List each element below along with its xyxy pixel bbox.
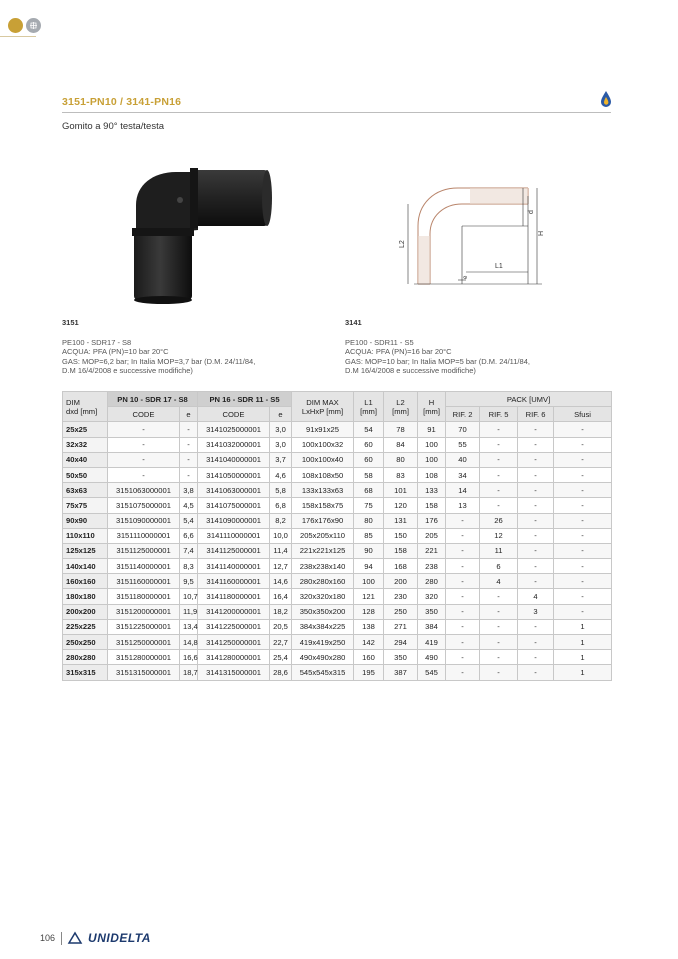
table-cell: 3151125000001 <box>108 543 180 558</box>
table-cell: 4,5 <box>180 498 198 513</box>
table-cell: 225x225 <box>63 619 108 634</box>
table-cell: - <box>518 452 554 467</box>
label-l1: L1 <box>495 263 503 270</box>
table-cell: 11 <box>480 543 518 558</box>
table-cell: 3141032000001 <box>198 437 270 452</box>
table-cell: 160 <box>354 650 384 665</box>
table-cell: - <box>518 559 554 574</box>
table-cell: - <box>518 650 554 665</box>
table-cell: 3141090000001 <box>198 513 270 528</box>
table-cell: 10,7 <box>180 589 198 604</box>
table-cell: - <box>446 513 480 528</box>
table-cell: 160x160 <box>63 574 108 589</box>
table-cell: 8,3 <box>180 559 198 574</box>
table-cell: 200 <box>384 574 418 589</box>
header-pn10: PN 10 - SDR 17 - S8 <box>108 392 198 407</box>
table-cell: 54 <box>354 422 384 437</box>
table-cell: 58 <box>354 467 384 482</box>
table-cell: 60 <box>354 452 384 467</box>
spec-line: PE100 - SDR11 - S5 <box>345 338 414 347</box>
product-code-3141: 3141 <box>345 318 362 327</box>
table-cell: - <box>180 452 198 467</box>
table-cell: 250 <box>384 604 418 619</box>
table-cell: 238x238x140 <box>292 559 354 574</box>
table-cell: 55 <box>446 437 480 452</box>
table-cell: - <box>480 665 518 680</box>
header-e-pn10: e <box>180 407 198 422</box>
table-cell: - <box>554 513 612 528</box>
table-cell: 3151110000001 <box>108 528 180 543</box>
header-dim-max-unit: LxHxP [mm] <box>301 406 344 416</box>
table-cell: - <box>446 619 480 634</box>
header-l2 <box>384 392 418 422</box>
header-dxd-label: dxd [mm] <box>66 406 98 416</box>
spec-line: GAS: MOP=6,2 bar; In Italia MOP=3,7 bar (D.M. 24/11/84, <box>62 356 256 366</box>
table-cell: - <box>518 619 554 634</box>
table-cell: 83 <box>384 467 418 482</box>
table-cell: 3,7 <box>270 452 292 467</box>
table-cell: 6,8 <box>270 498 292 513</box>
table-cell: - <box>554 559 612 574</box>
table-cell: - <box>554 452 612 467</box>
spec-line: D.M 16/4/2008 e successive modifiche) <box>62 366 193 376</box>
table-cell: 315x315 <box>63 665 108 680</box>
table-cell: 91x91x25 <box>292 422 354 437</box>
header-e-pn16: e <box>270 407 292 422</box>
grid-circle-icon <box>26 18 41 33</box>
table-cell: - <box>554 543 612 558</box>
table-cell: 80 <box>384 452 418 467</box>
table-cell: 3141200000001 <box>198 604 270 619</box>
product-code-3151: 3151 <box>62 318 79 327</box>
table-cell: - <box>108 467 180 482</box>
header-l1-unit: [mm] <box>360 406 377 416</box>
table-cell: 25x25 <box>63 422 108 437</box>
table-cell: 280x280x160 <box>292 574 354 589</box>
table-cell: 350 <box>418 604 446 619</box>
header-dim-max-label: DIM MAX <box>306 397 339 407</box>
table-cell: - <box>518 422 554 437</box>
table-row <box>63 452 612 467</box>
table-cell: 280x280 <box>63 650 108 665</box>
table-cell: - <box>480 422 518 437</box>
table-cell: - <box>446 604 480 619</box>
table-cell: 131 <box>384 513 418 528</box>
brand-logo: UNIDELTA <box>88 931 151 945</box>
table-cell: 100 <box>418 452 446 467</box>
table-cell: - <box>480 650 518 665</box>
header-rif5: RIF. 5 <box>480 407 518 422</box>
table-cell: 18,2 <box>270 604 292 619</box>
top-rule <box>0 36 36 37</box>
table-row <box>63 650 612 665</box>
label-l2: L2 <box>399 240 406 248</box>
table-cell: 1 <box>554 665 612 680</box>
table-cell: - <box>518 665 554 680</box>
table-cell: - <box>108 437 180 452</box>
table-cell: - <box>480 498 518 513</box>
table-row <box>63 483 612 498</box>
table-cell: - <box>554 574 612 589</box>
table-cell: - <box>446 650 480 665</box>
table-cell: 90x90 <box>63 513 108 528</box>
table-cell: - <box>108 452 180 467</box>
table-cell: 1 <box>554 635 612 650</box>
header-sfusi: Sfusi <box>554 407 612 422</box>
product-table <box>62 391 612 681</box>
table-cell: 5,8 <box>270 483 292 498</box>
table-cell: - <box>480 483 518 498</box>
table-cell: 3141180000001 <box>198 589 270 604</box>
table-cell: 9,5 <box>180 574 198 589</box>
table-cell: 110x110 <box>63 528 108 543</box>
table-cell: 3141280000001 <box>198 650 270 665</box>
table-cell: 3151200000001 <box>108 604 180 619</box>
table-cell: - <box>446 559 480 574</box>
table-cell: 490x490x280 <box>292 650 354 665</box>
table-cell: 250x250 <box>63 635 108 650</box>
table-cell: 121 <box>354 589 384 604</box>
elbow-technical-drawing <box>400 176 560 296</box>
table-cell: 490 <box>418 650 446 665</box>
table-cell: - <box>518 528 554 543</box>
table-row <box>63 604 612 619</box>
table-cell: 50x50 <box>63 467 108 482</box>
table-cell: 3141225000001 <box>198 619 270 634</box>
header-h-label: H <box>428 397 435 407</box>
table-cell: - <box>480 635 518 650</box>
table-cell: 545 <box>418 665 446 680</box>
table-cell: 3151090000001 <box>108 513 180 528</box>
table-cell: 3151315000001 <box>108 665 180 680</box>
table-row <box>63 574 612 589</box>
table-cell: 158 <box>418 498 446 513</box>
header-h-unit: [mm] <box>423 406 440 416</box>
table-cell: 350 <box>384 650 418 665</box>
table-cell: 3141140000001 <box>198 559 270 574</box>
table-cell: 3141040000001 <box>198 452 270 467</box>
table-cell: 70 <box>446 422 480 437</box>
table-cell: 12 <box>480 528 518 543</box>
page-number: 106 <box>40 933 56 943</box>
elbow-photo <box>128 160 273 310</box>
table-cell: 108x108x50 <box>292 467 354 482</box>
table-cell: 12,7 <box>270 559 292 574</box>
table-cell: 26 <box>480 513 518 528</box>
spec-line: ACQUA: PFA (PN)=10 bar 20°C <box>62 347 169 357</box>
table-cell: - <box>180 422 198 437</box>
header-pn16: PN 16 - SDR 11 - S5 <box>198 392 292 407</box>
table-cell: 40x40 <box>63 452 108 467</box>
table-cell: 1 <box>554 650 612 665</box>
table-cell: 8,2 <box>270 513 292 528</box>
table-cell: 320x320x180 <box>292 589 354 604</box>
table-cell: - <box>446 543 480 558</box>
header-code-pn10: CODE <box>108 407 180 422</box>
table-cell: 60 <box>354 437 384 452</box>
table-cell: 4 <box>480 574 518 589</box>
table-row <box>63 422 612 437</box>
table-cell: 63x63 <box>63 483 108 498</box>
table-cell: - <box>554 422 612 437</box>
table-cell: 238 <box>418 559 446 574</box>
table-cell: - <box>180 437 198 452</box>
table-cell: - <box>446 635 480 650</box>
table-cell: 3151180000001 <box>108 589 180 604</box>
table-cell: - <box>554 483 612 498</box>
table-cell: 294 <box>384 635 418 650</box>
table-cell: 75 <box>354 498 384 513</box>
table-cell: 6 <box>480 559 518 574</box>
table-cell: 16,6 <box>180 650 198 665</box>
header-l1-label: L1 <box>364 397 373 407</box>
table-cell: 3,0 <box>270 422 292 437</box>
table-cell: 128 <box>354 604 384 619</box>
table-cell: - <box>480 604 518 619</box>
table-cell: 384x384x225 <box>292 619 354 634</box>
table-cell: 280 <box>418 574 446 589</box>
table-cell: 6,6 <box>180 528 198 543</box>
table-cell: 7,4 <box>180 543 198 558</box>
label-e: e <box>463 275 469 279</box>
table-cell: 14,6 <box>270 574 292 589</box>
header-dim-label: DIM <box>66 397 80 407</box>
table-cell: - <box>554 498 612 513</box>
table-cell: - <box>480 589 518 604</box>
table-cell: 84 <box>384 437 418 452</box>
header-rif2: RIF. 2 <box>446 407 480 422</box>
table-cell: 419x419x250 <box>292 635 354 650</box>
table-cell: 4,6 <box>270 467 292 482</box>
table-cell: - <box>446 574 480 589</box>
spec-line: ACQUA: PFA (PN)=16 bar 20°C <box>345 347 452 357</box>
table-cell: 13 <box>446 498 480 513</box>
header-rule <box>62 112 611 113</box>
table-cell: 3 <box>518 604 554 619</box>
table-cell: 230 <box>384 589 418 604</box>
table-cell: - <box>446 589 480 604</box>
table-cell: 34 <box>446 467 480 482</box>
table-cell: 100x100x32 <box>292 437 354 452</box>
table-cell: 101 <box>384 483 418 498</box>
table-cell: 205x205x110 <box>292 528 354 543</box>
table-cell: 120 <box>384 498 418 513</box>
table-cell: - <box>446 528 480 543</box>
table-cell: 200x200 <box>63 604 108 619</box>
header-l2-label: L2 <box>396 397 405 407</box>
table-row <box>63 437 612 452</box>
table-cell: - <box>480 467 518 482</box>
table-cell: - <box>108 422 180 437</box>
product-specs-3151 <box>62 338 302 376</box>
table-cell: 90 <box>354 543 384 558</box>
table-row <box>63 513 612 528</box>
table-row <box>63 543 612 558</box>
table-cell: 5,4 <box>180 513 198 528</box>
table-cell: - <box>554 437 612 452</box>
table-cell: - <box>518 635 554 650</box>
table-cell: 3141110000001 <box>198 528 270 543</box>
table-cell: 205 <box>418 528 446 543</box>
table-cell: - <box>518 437 554 452</box>
table-cell: 40 <box>446 452 480 467</box>
header-pack: PACK [UMV] <box>446 392 612 407</box>
table-cell: 3151140000001 <box>108 559 180 574</box>
table-cell: 3,0 <box>270 437 292 452</box>
table-row <box>63 467 612 482</box>
table-cell: 221x221x125 <box>292 543 354 558</box>
table-cell: 11,4 <box>270 543 292 558</box>
table-row <box>63 498 612 513</box>
table-cell: 16,4 <box>270 589 292 604</box>
table-cell: 32x32 <box>63 437 108 452</box>
table-cell: - <box>554 528 612 543</box>
table-cell: 25,4 <box>270 650 292 665</box>
label-d: d <box>528 210 535 214</box>
table-cell: 158x158x75 <box>292 498 354 513</box>
table-cell: - <box>180 467 198 482</box>
table-cell: 133x133x63 <box>292 483 354 498</box>
product-subtitle: Gomito a 90° testa/testa <box>62 121 165 132</box>
unidelta-logo-icon <box>68 931 82 945</box>
table-cell: 3151280000001 <box>108 650 180 665</box>
label-h: H <box>538 230 545 236</box>
table-cell: 14,8 <box>180 635 198 650</box>
table-cell: 3141025000001 <box>198 422 270 437</box>
table-cell: 3151063000001 <box>108 483 180 498</box>
table-cell: 3141315000001 <box>198 665 270 680</box>
table-cell: 22,7 <box>270 635 292 650</box>
table-cell: - <box>480 437 518 452</box>
table-body <box>63 422 612 680</box>
table-cell: 1 <box>554 619 612 634</box>
table-cell: 10,0 <box>270 528 292 543</box>
table-cell: 75x75 <box>63 498 108 513</box>
table-cell: 3151225000001 <box>108 619 180 634</box>
table-cell: 94 <box>354 559 384 574</box>
table-cell: 3,8 <box>180 483 198 498</box>
table-cell: 3141125000001 <box>198 543 270 558</box>
table-cell: 18,7 <box>180 665 198 680</box>
table-row <box>63 665 612 680</box>
table-cell: 350x350x200 <box>292 604 354 619</box>
table-cell: - <box>518 483 554 498</box>
section-title: 3151-PN10 / 3141-PN16 <box>62 96 182 108</box>
table-cell: 195 <box>354 665 384 680</box>
table-cell: 387 <box>384 665 418 680</box>
table-cell: 176 <box>418 513 446 528</box>
table-row <box>63 619 612 634</box>
table-cell: 140x140 <box>63 559 108 574</box>
table-cell: - <box>480 452 518 467</box>
table-cell: - <box>480 619 518 634</box>
table-cell: - <box>446 665 480 680</box>
table-cell: 3141075000001 <box>198 498 270 513</box>
table-cell: 14 <box>446 483 480 498</box>
table-cell: - <box>554 604 612 619</box>
table-cell: 13,4 <box>180 619 198 634</box>
table-row <box>63 528 612 543</box>
table-cell: 3141063000001 <box>198 483 270 498</box>
table-cell: - <box>518 498 554 513</box>
header-code-pn16: CODE <box>198 407 270 422</box>
table-cell: 419 <box>418 635 446 650</box>
table-cell: 168 <box>384 559 418 574</box>
table-cell: 108 <box>418 467 446 482</box>
table-cell: 3151250000001 <box>108 635 180 650</box>
table-cell: - <box>518 574 554 589</box>
table-cell: - <box>554 589 612 604</box>
table-cell: 3141050000001 <box>198 467 270 482</box>
table-cell: 100x100x40 <box>292 452 354 467</box>
table-cell: 158 <box>384 543 418 558</box>
footer <box>40 931 151 945</box>
header-rif6: RIF. 6 <box>518 407 554 422</box>
spec-line: GAS: MOP=10 bar; In Italia MOP=5 bar (D.M. 24/11/84, <box>345 356 530 366</box>
table-cell: 384 <box>418 619 446 634</box>
header-icons <box>8 18 41 33</box>
table-cell: 85 <box>354 528 384 543</box>
table-cell: 3151160000001 <box>108 574 180 589</box>
table-cell: - <box>518 543 554 558</box>
table-row <box>63 635 612 650</box>
table-cell: 150 <box>384 528 418 543</box>
table-cell: 271 <box>384 619 418 634</box>
spec-line: D.M 16/4/2008 e successive modifiche) <box>345 366 476 376</box>
table-cell: 28,6 <box>270 665 292 680</box>
table-cell: 100 <box>354 574 384 589</box>
header-dim-max <box>292 392 354 422</box>
table-cell: 4 <box>518 589 554 604</box>
table-cell: 80 <box>354 513 384 528</box>
table-cell: - <box>554 467 612 482</box>
table-cell: 176x176x90 <box>292 513 354 528</box>
table-cell: 11,9 <box>180 604 198 619</box>
table-cell: 138 <box>354 619 384 634</box>
table-cell: 3151075000001 <box>108 498 180 513</box>
header-dim <box>63 392 108 422</box>
table-cell: 142 <box>354 635 384 650</box>
table-cell: 20,5 <box>270 619 292 634</box>
table-cell: 545x545x315 <box>292 665 354 680</box>
table-cell: 91 <box>418 422 446 437</box>
flame-drop-icon <box>600 90 612 113</box>
table-cell: - <box>518 467 554 482</box>
table-cell: 133 <box>418 483 446 498</box>
header-h <box>418 392 446 422</box>
table-cell: 125x125 <box>63 543 108 558</box>
table-row <box>63 559 612 574</box>
footer-divider <box>61 932 62 945</box>
table-row <box>63 589 612 604</box>
table-cell: 320 <box>418 589 446 604</box>
table-cell: 78 <box>384 422 418 437</box>
table-cell: 100 <box>418 437 446 452</box>
gold-circle-icon <box>8 18 23 33</box>
table-cell: 221 <box>418 543 446 558</box>
table-cell: - <box>518 513 554 528</box>
spec-line: PE100 - SDR17 - S8 <box>62 338 132 347</box>
table-cell: 3141250000001 <box>198 635 270 650</box>
product-specs-3141 <box>345 338 585 376</box>
table-cell: 3141160000001 <box>198 574 270 589</box>
table-cell: 68 <box>354 483 384 498</box>
header-l1 <box>354 392 384 422</box>
table-cell: 180x180 <box>63 589 108 604</box>
header-l2-unit: [mm] <box>392 406 409 416</box>
